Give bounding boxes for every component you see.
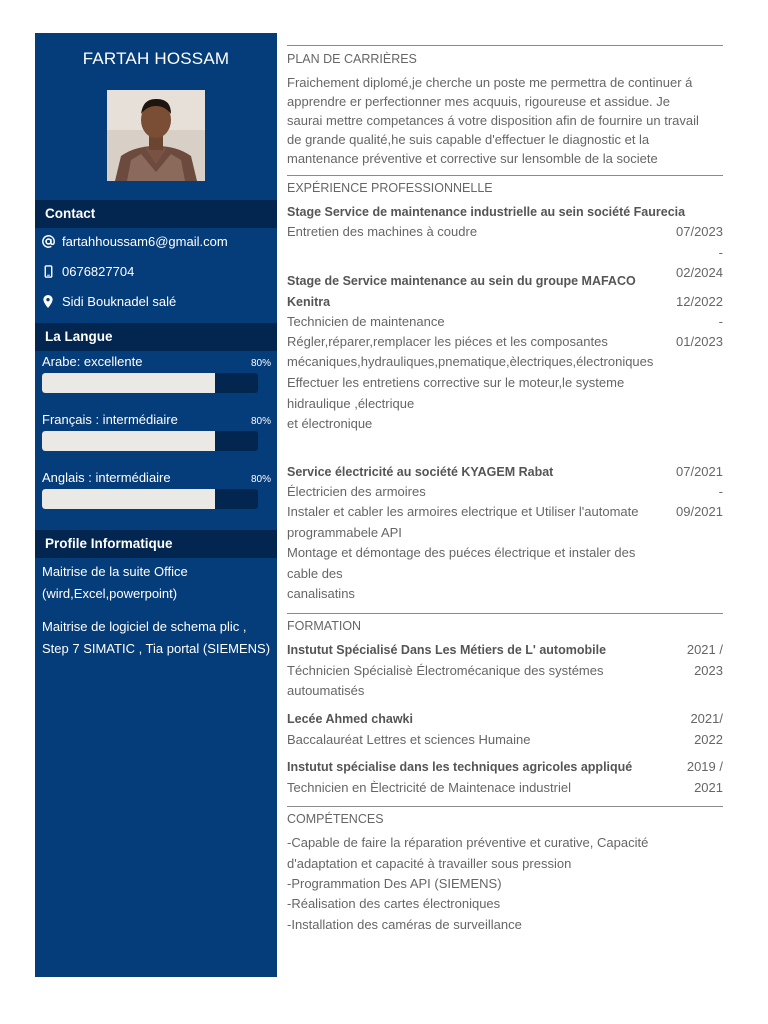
job-line: cable des bbox=[287, 566, 343, 581]
profile-informatique-header: Profile Informatique bbox=[35, 530, 277, 558]
language-level-bar bbox=[42, 431, 258, 451]
job-title: Stage de Service maintenance au sein du groupe MAFACO bbox=[287, 274, 636, 288]
language-level-bar bbox=[42, 489, 258, 509]
language-percent: 80% bbox=[250, 416, 271, 427]
language-level-fill bbox=[42, 373, 215, 393]
experience-section-title: EXPÉRIENCE PROFESSIONNELLE bbox=[287, 181, 493, 195]
contact-section-header: Contact bbox=[35, 200, 277, 228]
job-line: mécaniques,hydrauliques,pnematique,èlectriques,électroniques bbox=[287, 354, 654, 369]
formation-date: 2019 / bbox=[686, 759, 723, 774]
formation-date: 2021/ bbox=[690, 711, 723, 726]
plan-text-line: de grande qualité,he suis capable d'effectuer le diagnostic et la bbox=[287, 132, 650, 147]
job-title: Service électricité au société KYAGEM Rabat bbox=[287, 465, 554, 479]
job-date-separator: - bbox=[718, 245, 723, 260]
job-title: Stage Service de maintenance industrielle au sein société Faurecia bbox=[287, 205, 686, 219]
job-role: Entretien des machines à coudre bbox=[287, 224, 478, 239]
formation-title: Instutut Spécialisé Dans Les Métiers de L' automobile bbox=[287, 643, 607, 657]
job-date: 02/2024 bbox=[676, 265, 723, 280]
language-label: Français : intermédiaire bbox=[42, 412, 178, 427]
job-date: 07/2021 bbox=[676, 464, 723, 479]
language-item bbox=[42, 470, 270, 509]
plan-section-title: PLAN DE CARRIÈRES bbox=[287, 52, 417, 66]
mobile-phone-icon bbox=[41, 265, 55, 278]
language-item bbox=[42, 412, 270, 451]
profile-photo bbox=[107, 90, 205, 181]
email-row bbox=[41, 234, 228, 249]
job-line: hidraulique ,électrique bbox=[287, 396, 415, 411]
address-row bbox=[41, 294, 176, 309]
competence-line: -Installation des caméras de surveillance bbox=[287, 917, 522, 932]
phone-text[interactable]: 0676827704 bbox=[62, 264, 135, 279]
job-date: 12/2022 bbox=[676, 294, 723, 309]
plan-text-line: apprendre er perfectionner mes acquuis, rigoureuse et assidue. Je bbox=[287, 94, 670, 109]
job-line: Montage et démontage des puéces électrique et instaler des bbox=[287, 545, 636, 560]
competence-line: -Réalisation des cartes électroniques bbox=[287, 896, 501, 911]
job-line: et électronique bbox=[287, 416, 373, 431]
job-line: programmabele API bbox=[287, 525, 402, 540]
job-line: Électricien des armoires bbox=[287, 484, 426, 499]
formation-line: Baccalauréat Lettres et sciences Humaine bbox=[287, 732, 531, 747]
language-label: Arabe: excellente bbox=[42, 354, 143, 369]
phone-row bbox=[41, 264, 134, 279]
formation-line: Technicien en Èlectricité de Maintenace industriel bbox=[287, 780, 571, 795]
competence-line: -Capable de faire la réparation préventive et curative, Capacité bbox=[287, 835, 649, 850]
language-level-fill bbox=[42, 431, 215, 451]
competence-line: d'adaptation et capacité à travailler sous pression bbox=[287, 856, 572, 871]
language-item bbox=[42, 354, 270, 393]
email-text[interactable]: fartahhoussam6@gmail.com bbox=[62, 234, 228, 249]
map-pin-icon bbox=[41, 295, 55, 308]
formation-title: Lecée Ahmed chawki bbox=[287, 712, 413, 726]
job-line: Technicien de maintenance bbox=[287, 314, 445, 329]
section-divider bbox=[287, 806, 723, 807]
formation-date: 2021 bbox=[694, 780, 723, 795]
section-divider bbox=[287, 613, 723, 614]
job-date: 07/2023 bbox=[676, 224, 723, 239]
informatique-item: Maitrise de logiciel de schema plic , Step 7 SIMATIC , Tia portal (SIEMENS) bbox=[42, 619, 271, 656]
language-percent: 80% bbox=[250, 474, 271, 485]
job-date-separator: - bbox=[718, 314, 723, 329]
langue-section-header: La Langue bbox=[35, 323, 277, 351]
formation-date: 2021 / bbox=[686, 642, 723, 657]
formation-line: Téchnicien Spécialisè Électromécanique des systémes bbox=[287, 663, 604, 678]
competences-section-title: COMPÉTENCES bbox=[287, 812, 384, 826]
plan-text-line: mantenance préventive et corrective sur lensomble de la societe bbox=[287, 151, 658, 166]
section-divider bbox=[287, 45, 723, 46]
job-line: canalisatins bbox=[287, 586, 355, 601]
formation-date: 2023 bbox=[694, 663, 723, 678]
formation-line: autoumatisés bbox=[287, 683, 365, 698]
candidate-name: FARTAH HOSSAM bbox=[82, 49, 230, 68]
job-date: 01/2023 bbox=[676, 334, 723, 349]
job-line: Effectuer les entretiens corrective sur le moteur,le systeme bbox=[287, 375, 625, 390]
job-title: Kenitra bbox=[287, 295, 331, 309]
plan-text-line: Fraichement diplomé,je cherche un poste me permettra de continuer á bbox=[287, 75, 693, 90]
job-line: Régler,réparer,remplacer les piéces et les composantes bbox=[287, 334, 608, 349]
competence-line: -Programmation Des API (SIEMENS) bbox=[287, 876, 502, 891]
formation-section-title: FORMATION bbox=[287, 619, 362, 633]
job-date: 09/2021 bbox=[676, 504, 723, 519]
section-divider bbox=[287, 175, 723, 176]
at-icon bbox=[41, 235, 55, 248]
informatique-item: Maitrise de la suite Office (wird,Excel,powerpoint) bbox=[42, 564, 188, 601]
language-percent: 80% bbox=[250, 358, 271, 369]
formation-date: 2022 bbox=[694, 732, 723, 747]
job-date-separator: - bbox=[718, 484, 723, 499]
plan-text-line: saurai mettre competances á votre disposition afin de fournire un travail bbox=[287, 113, 699, 128]
portrait-illustration bbox=[107, 90, 205, 181]
address-text: Sidi Bouknadel salé bbox=[62, 294, 177, 309]
language-label: Anglais : intermédiaire bbox=[42, 470, 171, 485]
job-line: Instaler et cabler les armoires electrique et Utiliser l'automate bbox=[287, 504, 639, 519]
language-level-bar bbox=[42, 373, 258, 393]
language-level-fill bbox=[42, 489, 215, 509]
sidebar bbox=[35, 33, 277, 977]
formation-title: Instutut spécialise dans les techniques agricoles appliqué bbox=[287, 760, 633, 774]
